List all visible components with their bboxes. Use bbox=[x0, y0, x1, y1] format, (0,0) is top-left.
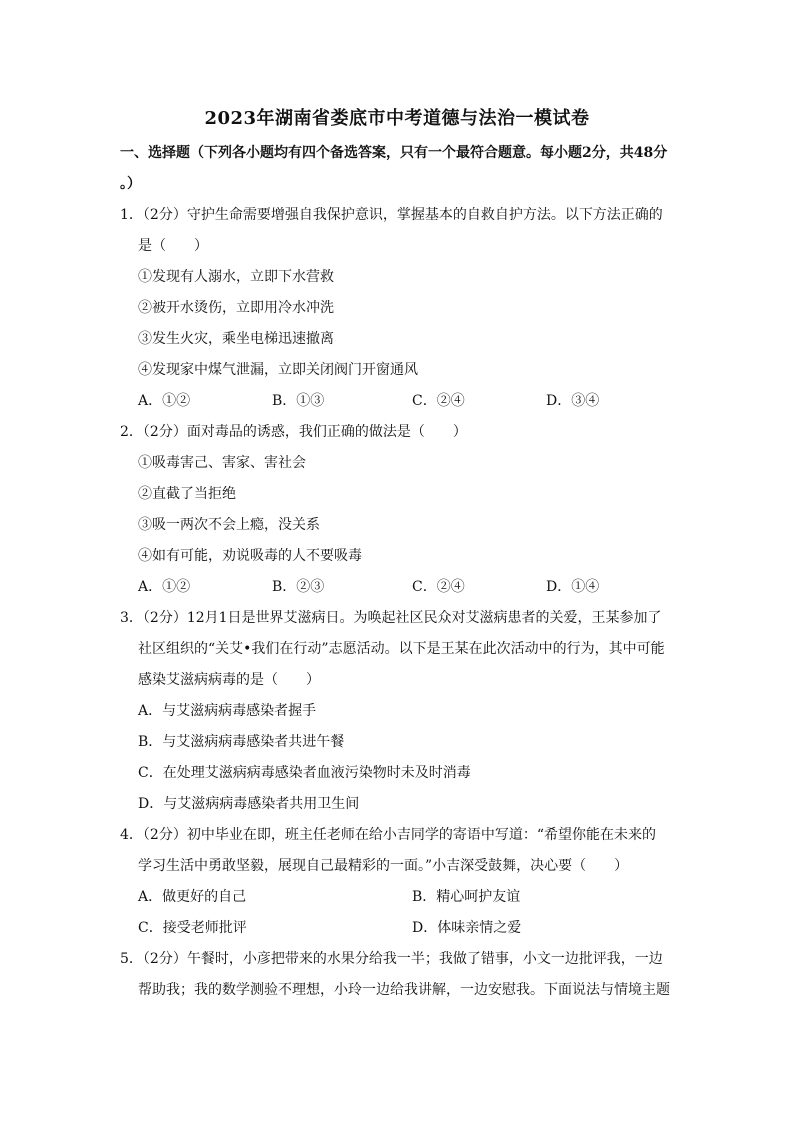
q1-option-c: C．②④ bbox=[412, 393, 465, 409]
q1-option-b: B．①③ bbox=[272, 393, 325, 409]
q4-option-b: B．精心呵护友谊 bbox=[412, 889, 521, 905]
q1-stem-line1: 1．（2分）守护生命需要增强自我保护意识，掌握基本的自救自护方法。以下方法正确的 bbox=[120, 207, 663, 223]
q1-option-d: D．③④ bbox=[546, 393, 600, 409]
q3-option-c: C．在处理艾滋病病毒感染者血液污染物时未及时消毒 bbox=[138, 765, 471, 781]
q2-item-1: ①吸毒害己、害家、害社会 bbox=[138, 455, 306, 471]
q2-stem-line1: 2．（2分）面对毒品的诱惑，我们正确的做法是（ ） bbox=[120, 424, 467, 440]
q1-option-a: A．①② bbox=[138, 393, 191, 409]
q3-option-d: D．与艾滋病病毒感染者共用卫生间 bbox=[138, 796, 360, 812]
q3-stem-line2: 社区组织的“关艾•我们在行动”志愿活动。以下是王某在此次活动中的行为，其中可能 bbox=[138, 641, 665, 657]
q2-option-c: C．②④ bbox=[412, 579, 465, 595]
q4-stem-line1: 4．（2分）初中毕业在即，班主任老师在给小吉同学的寄语中写道：“希望你能在未来的 bbox=[120, 827, 656, 843]
q1-item-4: ④发现家中煤气泄漏，立即关闭阀门开窗通风 bbox=[138, 362, 418, 378]
q1-item-2: ②被开水烫伤，立即用冷水冲洗 bbox=[138, 300, 334, 316]
q5-stem-line2: 帮助我；我的数学测验不理想，小玲一边给我讲解，一边安慰我。下面说法与情境主题 bbox=[138, 982, 670, 998]
q4-option-d: D．体味亲情之爱 bbox=[412, 920, 522, 936]
q1-stem-line2: 是（ ） bbox=[138, 238, 208, 254]
q2-item-2: ②直截了当拒绝 bbox=[138, 486, 236, 502]
q2-option-b: B．②③ bbox=[272, 579, 325, 595]
q2-item-3: ③吸一两次不会上瘾，没关系 bbox=[138, 517, 320, 533]
q3-option-b: B．与艾滋病病毒感染者共进午餐 bbox=[138, 734, 345, 750]
q2-item-4: ④如有可能，劝说吸毒的人不要吸毒 bbox=[138, 548, 362, 564]
q3-stem-line3: 感染艾滋病病毒的是（ ） bbox=[138, 672, 320, 688]
q3-option-a: A．与艾滋病病毒感染者握手 bbox=[138, 703, 317, 719]
q4-option-c: C．接受老师批评 bbox=[138, 920, 247, 936]
section-heading-line2: 。） bbox=[120, 176, 141, 192]
section-heading-line1: 一、选择题（下列各小题均有四个备选答案，只有一个最符合题意。每小题2分，共48分 bbox=[120, 145, 668, 161]
q2-option-d: D．①④ bbox=[546, 579, 600, 595]
page-title: 2023年湖南省娄底市中考道德与法治一模试卷 bbox=[204, 108, 590, 129]
q2-option-a: A．①② bbox=[138, 579, 191, 595]
q4-option-a: A．做更好的自己 bbox=[138, 889, 247, 905]
q3-stem-line1: 3．（2分）12月1日是世界艾滋病日。为唤起社区民众对艾滋病患者的关爱，王某参加了 bbox=[120, 610, 662, 626]
q5-stem-line1: 5．（2分）午餐时，小彦把带来的水果分给我一半；我做了错事，小文一边批评我，一边 bbox=[120, 951, 663, 967]
q1-item-1: ①发现有人溺水，立即下水营救 bbox=[138, 269, 334, 285]
q1-item-3: ③发生火灾，乘坐电梯迅速撤离 bbox=[138, 331, 334, 347]
q4-stem-line2: 学习生活中勇敢坚毅，展现自己最精彩的一面。”小吉深受鼓舞，决心要（ ） bbox=[138, 858, 629, 874]
